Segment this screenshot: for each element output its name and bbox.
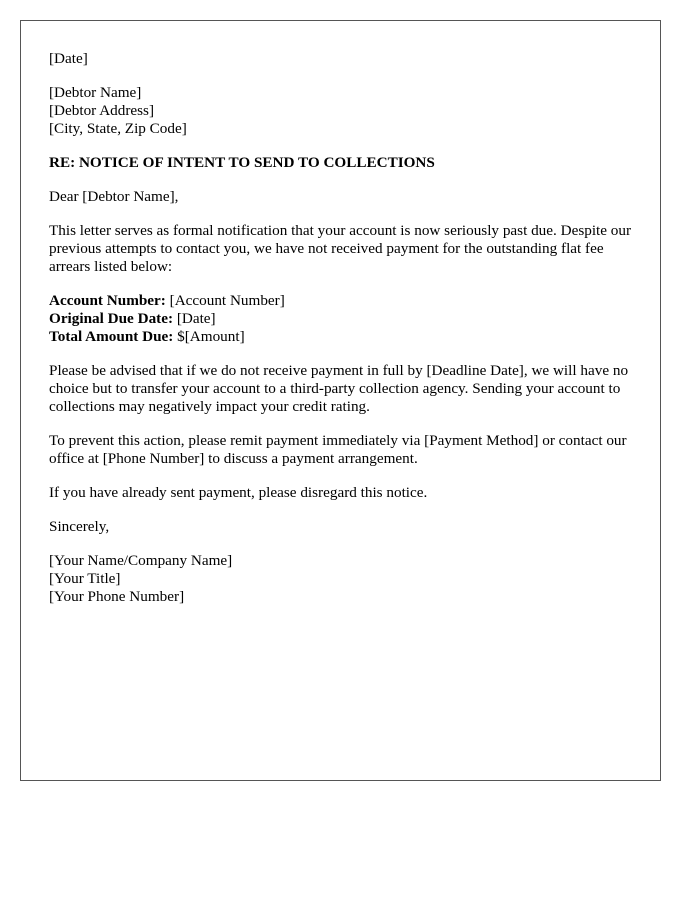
recipient-name: [Debtor Name] bbox=[49, 84, 142, 101]
signature-title: [Your Title] bbox=[49, 570, 121, 587]
recipient-block bbox=[49, 84, 632, 138]
letter-page bbox=[20, 20, 661, 781]
intro-paragraph: This letter serves as formal notification that your account is now seriously past due. Despite our previous attempts to contact you, we have not received payment for the outstanding flat fee arrears listed below: bbox=[49, 222, 632, 275]
account-number-label: Account Number: bbox=[49, 292, 166, 309]
total-amount-due-label: Total Amount Due: bbox=[49, 328, 174, 345]
disregard-paragraph: If you have already sent payment, please disregard this notice. bbox=[49, 484, 428, 501]
account-number-row bbox=[49, 292, 632, 310]
original-due-date-label: Original Due Date: bbox=[49, 310, 174, 327]
letter-date: [Date] bbox=[49, 50, 88, 67]
original-due-date-row bbox=[49, 310, 632, 328]
recipient-address: [Debtor Address] bbox=[49, 102, 155, 119]
signature-block bbox=[49, 552, 632, 606]
action-paragraph: To prevent this action, please remit payment immediately via [Payment Method] or contact our office at [Phone Number] to discuss a payment arrangement. bbox=[49, 432, 627, 467]
warning-paragraph: Please be advised that if we do not receive payment in full by [Deadline Date], we will have no choice but to transfer your account to a third-party collection agency. Sending your account to collections may negatively impact your credit rating. bbox=[49, 362, 629, 415]
signature-name: [Your Name/Company Name] bbox=[49, 552, 233, 569]
total-amount-due-value: $[Amount] bbox=[173, 328, 245, 345]
account-number-value: [Account Number] bbox=[165, 292, 285, 309]
account-details bbox=[49, 292, 632, 346]
recipient-city-state-zip: [City, State, Zip Code] bbox=[49, 120, 187, 137]
original-due-date-value: [Date] bbox=[173, 310, 216, 327]
letter-subject: RE: NOTICE OF INTENT TO SEND TO COLLECTIONS bbox=[49, 154, 435, 171]
total-amount-due-row bbox=[49, 328, 632, 346]
salutation: Dear [Debtor Name], bbox=[49, 188, 179, 205]
closing: Sincerely, bbox=[49, 518, 110, 535]
signature-phone: [Your Phone Number] bbox=[49, 588, 185, 605]
